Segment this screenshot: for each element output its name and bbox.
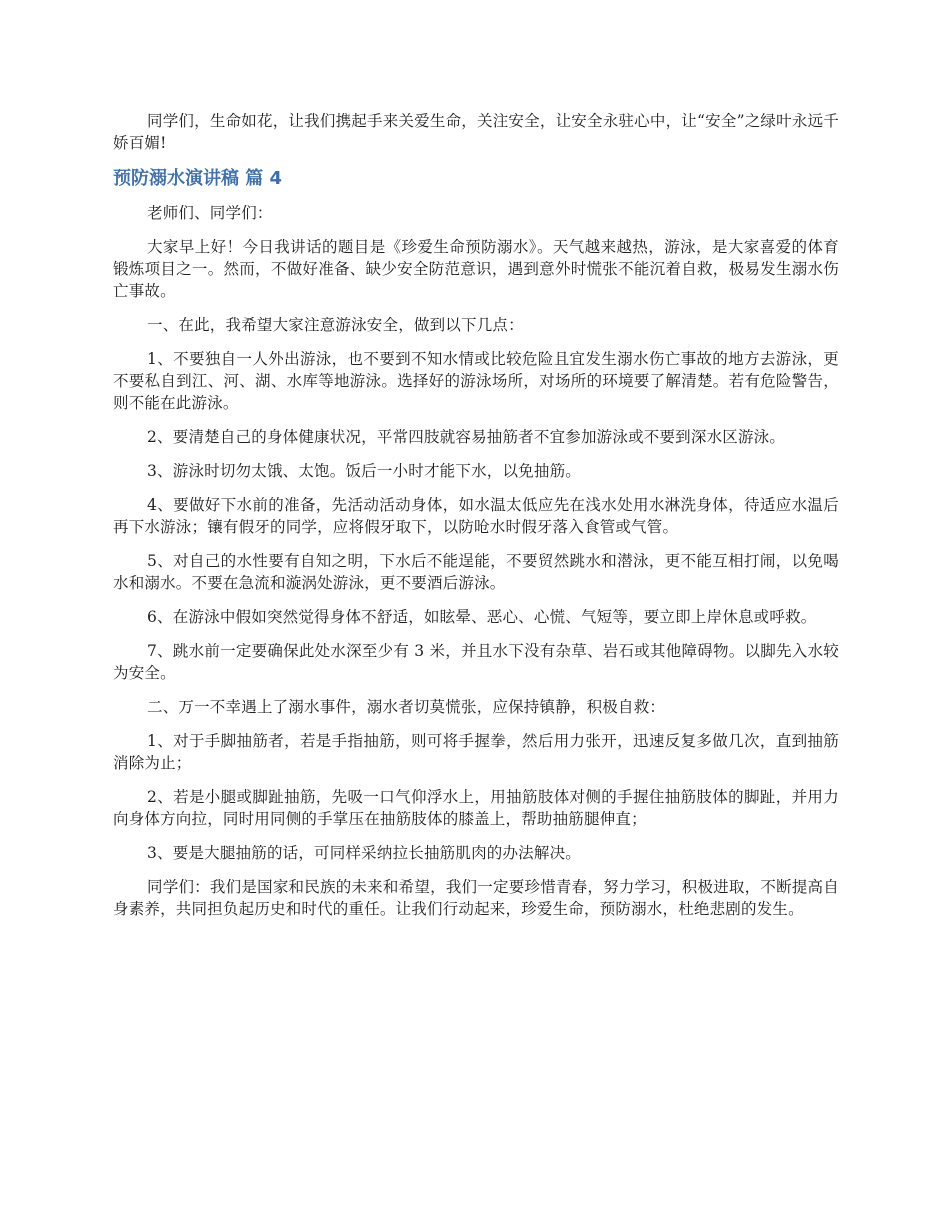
body-paragraph: 一、在此，我希望大家注意游泳安全，做到以下几点： [147,316,524,334]
list-item-paragraph: 1、不要独自一人外出游泳，也不要到不知水情或比较危险且宜发生溺水伤亡事故的地方去游泳，更不要私自到江、河、湖、水库等地游泳。选择好的游泳场所，对场所的环境要了解清楚。若有危险警告，则不能在此游泳。 [113,350,839,412]
body-paragraph: 二、万一不幸遇上了溺水事件，溺水者切莫慌张，应保持镇静，积极自救： [147,698,666,716]
body-paragraph: 大家早上好！今日我讲话的题目是《珍爱生命预防溺水》。天气越来越热，游泳，是大家喜爱的体育锻炼项目之一。然而，不做好准备、缺少安全防范意识，遇到意外时慌张不能沉着自救，极易发生溺水伤亡事故。 [113,238,839,300]
section-heading: 预防溺水演讲稿 篇 4 [113,168,283,189]
list-item-paragraph: 4、要做好下水前的准备，先活动活动身体，如水温太低应先在浅水处用水淋洗身体，待适应水温后再下水游泳；镶有假牙的同学，应将假牙取下，以防呛水时假牙落入食管或气管。 [113,496,839,536]
greeting-paragraph: 老师们、同学们： [147,204,273,222]
list-item-paragraph: 6、在游泳中假如突然觉得身体不舒适，如眩晕、恶心、心慌、气短等，要立即上岸休息或呼救。 [147,608,817,626]
list-item-paragraph: 3、要是大腿抽筋的话，可同样采纳拉长抽筋肌肉的办法解决。 [147,844,581,862]
intro-paragraph: 同学们，生命如花，让我们携起手来关爱生命，关注安全，让安全永驻心中，让“安全”之绿叶永远千娇百媚! [113,112,839,152]
list-item-paragraph: 2、若是小腿或脚趾抽筋，先吸一口气仰浮水上，用抽筋肢体对侧的手握住抽筋肢体的脚趾，并用力向身体方向拉，同时用同侧的手掌压在抽筋肢体的膝盖上，帮助抽筋腿伸直； [113,788,839,828]
list-item-paragraph: 3、游泳时切勿太饿、太饱。饭后一小时才能下水，以免抽筋。 [147,462,581,480]
list-item-paragraph: 5、对自己的水性要有自知之明，下水后不能逞能，不要贸然跳水和潜泳，更不能互相打闹，以免喝水和溺水。不要在急流和漩涡处游泳，更不要酒后游泳。 [113,552,839,592]
document-page [113,110,839,932]
list-item-paragraph: 2、要清楚自己的身体健康状况，平常四肢就容易抽筋者不宜参加游泳或不要到深水区游泳。 [147,428,786,446]
list-item-paragraph: 1、对于手脚抽筋者，若是手指抽筋，则可将手握拳，然后用力张开，迅速反复多做几次，直到抽筋消除为止； [113,732,839,772]
closing-paragraph: 同学们：我们是国家和民族的未来和希望，我们一定要珍惜青春，努力学习，积极进取，不断提高自身素养，共同担负起历史和时代的重任。让我们行动起来，珍爱生命，预防溺水，杜绝悲剧的发生。 [113,878,839,918]
list-item-paragraph: 7、跳水前一定要确保此处水深至少有 3 米，并且水下没有杂草、岩石或其他障碍物。以脚先入水较为安全。 [113,642,839,682]
